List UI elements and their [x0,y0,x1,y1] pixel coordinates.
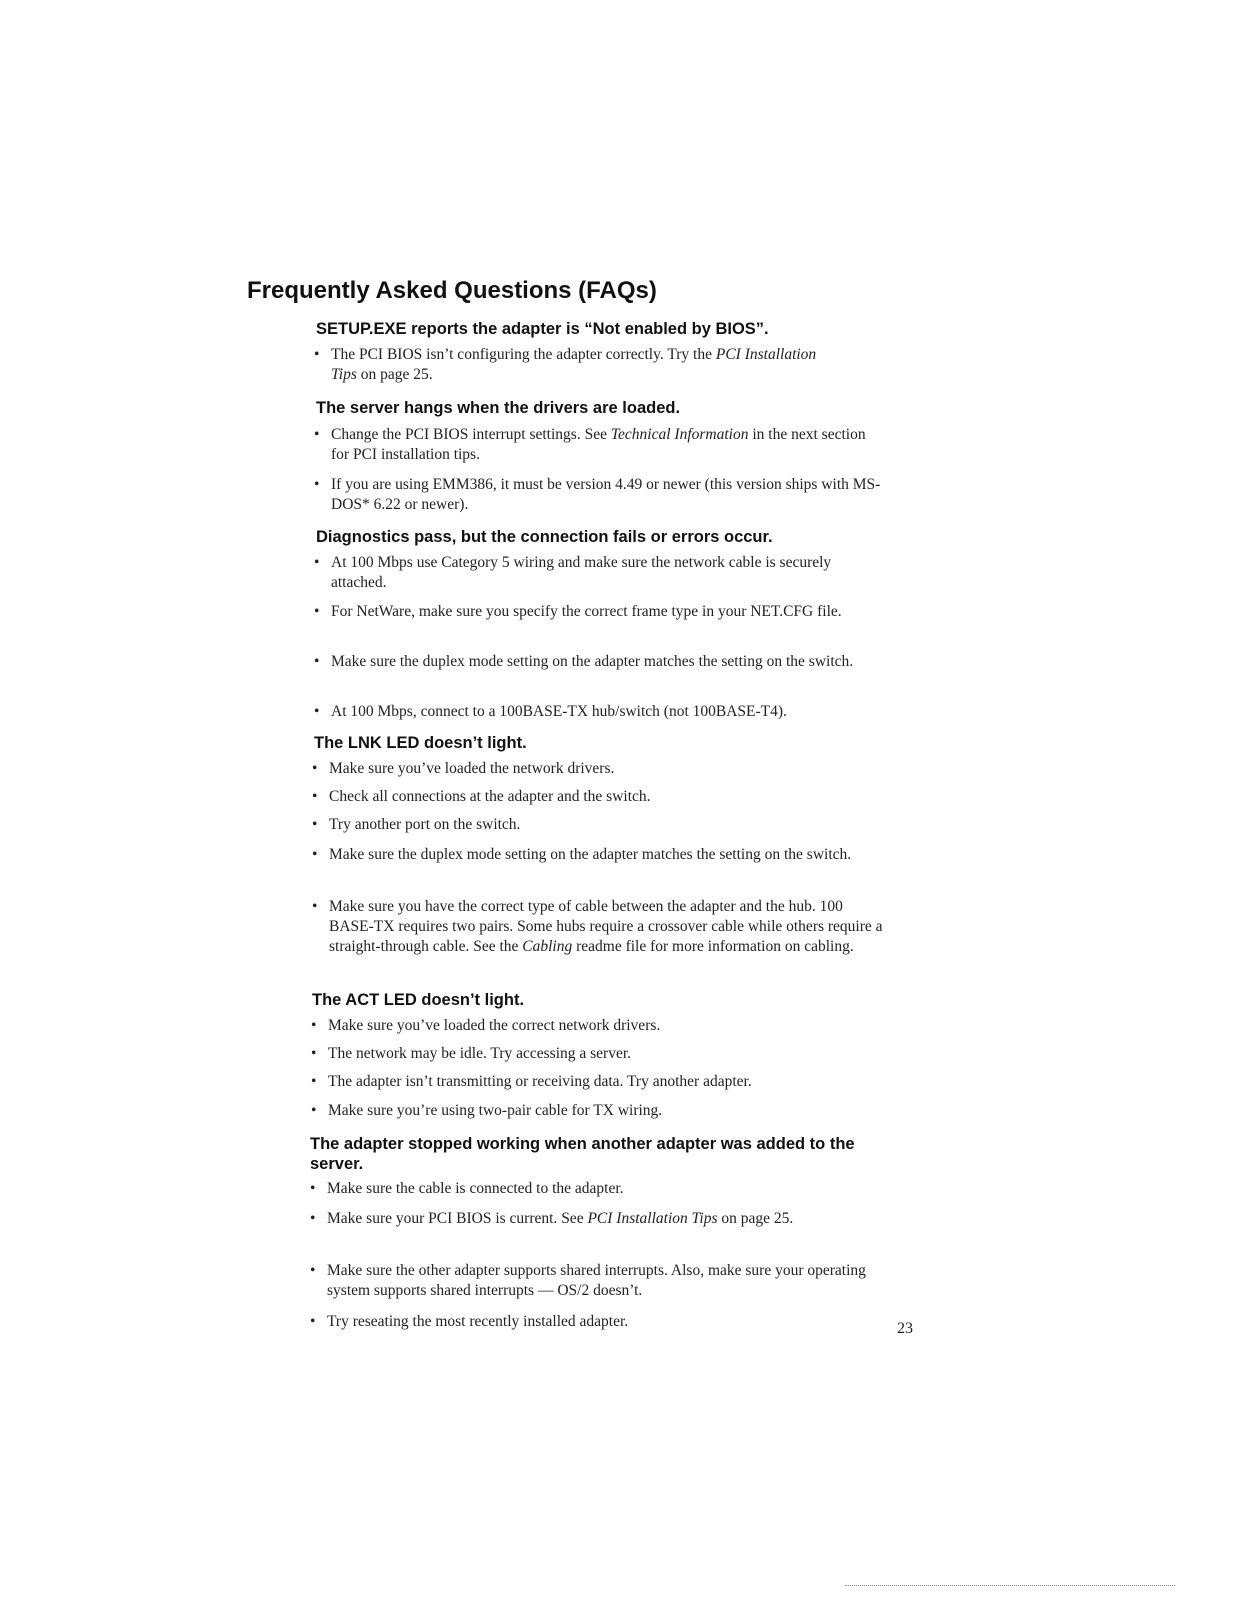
list-item-text [314,425,874,465]
list-item-text [314,602,844,622]
text-run: Make sure the other adapter supports shared interrupts. Also, make sure your operating system supports shared interrupts — OS/2 doesn’t. [327,1262,866,1299]
list-item [311,1016,891,1036]
text-run: For NetWare, make sure you specify the correct frame type in your NET.CFG file. [331,603,842,620]
text-run: Make sure you have the correct type of cable between the adapter and the hub. 100 BASE-TX requires two pairs. Some hubs require a crossover cable while others require a straight-through cable. See the [329,898,883,955]
list-item-text [314,652,884,672]
section-heading: The ACT LED doesn’t light. [312,991,525,1009]
list-item [311,1044,891,1064]
bullet-icon: • [314,653,320,670]
list-item [314,553,874,593]
list-item-text [312,845,882,865]
reference-title: Technical Information [610,426,749,443]
text-run: Check all connections at the adapter and the switch. [329,788,651,805]
text-run: Try another port on the switch. [329,816,521,833]
bullet-icon: • [314,346,320,363]
list-item [314,652,884,672]
section-heading: The LNK LED doesn’t light. [314,734,527,752]
list-item-text [314,702,894,722]
list-item [310,1179,890,1199]
scan-artifact-line [845,1585,1175,1586]
list-item [311,1101,891,1121]
text-run: Change the PCI BIOS interrupt settings. See [331,426,611,443]
bullet-icon: • [311,1017,317,1034]
list-item [312,897,884,957]
section-heading: SETUP.EXE reports the adapter is “Not enabled by BIOS”. [316,320,769,338]
list-item [314,425,874,465]
text-run: The network may be idle. Try accessing a server. [328,1045,632,1062]
list-item-text [310,1209,830,1229]
list-item [314,702,894,722]
bullet-icon: • [310,1262,316,1279]
text-run: Make sure the duplex mode setting on the adapter matches the setting on the switch. [331,653,854,670]
list-item [314,345,834,385]
text-run: in the next section for PCI installation tips. [331,426,866,463]
reference-title: Cabling [522,938,573,955]
text-run: Make sure the cable is connected to the adapter. [327,1180,624,1197]
bullet-icon: • [314,603,320,620]
text-run: The PCI BIOS isn’t configuring the adapter correctly. Try the [331,346,716,363]
text-run: Make sure you’ve loaded the correct network drivers. [328,1017,661,1034]
section-heading: The server hangs when the drivers are loaded. [316,399,681,417]
text-run: At 100 Mbps, connect to a 100BASE-TX hub/switch (not 100BASE-T4). [331,703,787,720]
list-item [314,602,844,622]
bullet-icon: • [312,846,318,863]
list-item [310,1209,830,1229]
text-run: At 100 Mbps use Category 5 wiring and make sure the network cable is securely attached. [331,554,832,591]
list-item-text [314,553,874,593]
page-title: Frequently Asked Questions (FAQs) [247,277,657,304]
section-heading: Diagnostics pass, but the connection fails or errors occur. [316,528,773,546]
list-item-text [314,475,884,515]
list-item-text [312,759,892,779]
bullet-icon: • [314,703,320,720]
text-run: If you are using EMM386, it must be version 4.49 or newer (this version ships with MS-DOS* 6.22 or newer). [331,476,881,513]
list-item [311,1072,891,1092]
bullet-icon: • [310,1313,316,1330]
bullet-icon: • [311,1102,317,1119]
text-run: on page 25. [717,1210,794,1227]
text-run: Make sure the duplex mode setting on the adapter matches the setting on the switch. [329,846,852,863]
text-run: Make sure you’ve loaded the network drivers. [329,760,615,777]
text-run: Try reseating the most recently installed adapter. [327,1313,629,1330]
bullet-icon: • [312,898,318,915]
bullet-icon: • [311,1045,317,1062]
text-run: readme file for more information on cabling. [572,938,854,955]
list-item-text [311,1101,891,1121]
bullet-icon: • [310,1210,316,1227]
list-item [310,1312,890,1332]
list-item-text [310,1261,870,1301]
list-item [312,759,892,779]
bullet-icon: • [314,554,320,571]
list-item-text [310,1312,890,1332]
bullet-icon: • [312,760,318,777]
text-run: on page 25. [356,366,433,383]
list-item [312,845,882,865]
bullet-icon: • [314,426,320,443]
page-number: 23 [897,1320,913,1337]
reference-title: PCI Installation Tips [331,346,817,383]
list-item [310,1261,870,1301]
bullet-icon: • [310,1180,316,1197]
list-item-text [314,345,834,385]
list-item-text [311,1016,891,1036]
list-item-text [312,897,884,957]
list-item-text [311,1072,891,1092]
text-run: The adapter isn’t transmitting or receiving data. Try another adapter. [328,1073,752,1090]
text-run: Make sure your PCI BIOS is current. See [327,1210,588,1227]
list-item [314,475,884,515]
bullet-icon: • [312,788,318,805]
list-item-text [312,787,892,807]
list-item-text [312,815,892,835]
section-heading: The adapter stopped working when another adapter was added to the server. [310,1135,855,1173]
bullet-icon: • [311,1073,317,1090]
list-item-text [310,1179,890,1199]
list-item [312,787,892,807]
reference-title: PCI Installation Tips [587,1210,718,1227]
list-item [312,815,892,835]
list-item-text [311,1044,891,1064]
text-run: Make sure you’re using two-pair cable for TX wiring. [328,1102,663,1119]
bullet-icon: • [314,476,320,493]
bullet-icon: • [312,816,318,833]
